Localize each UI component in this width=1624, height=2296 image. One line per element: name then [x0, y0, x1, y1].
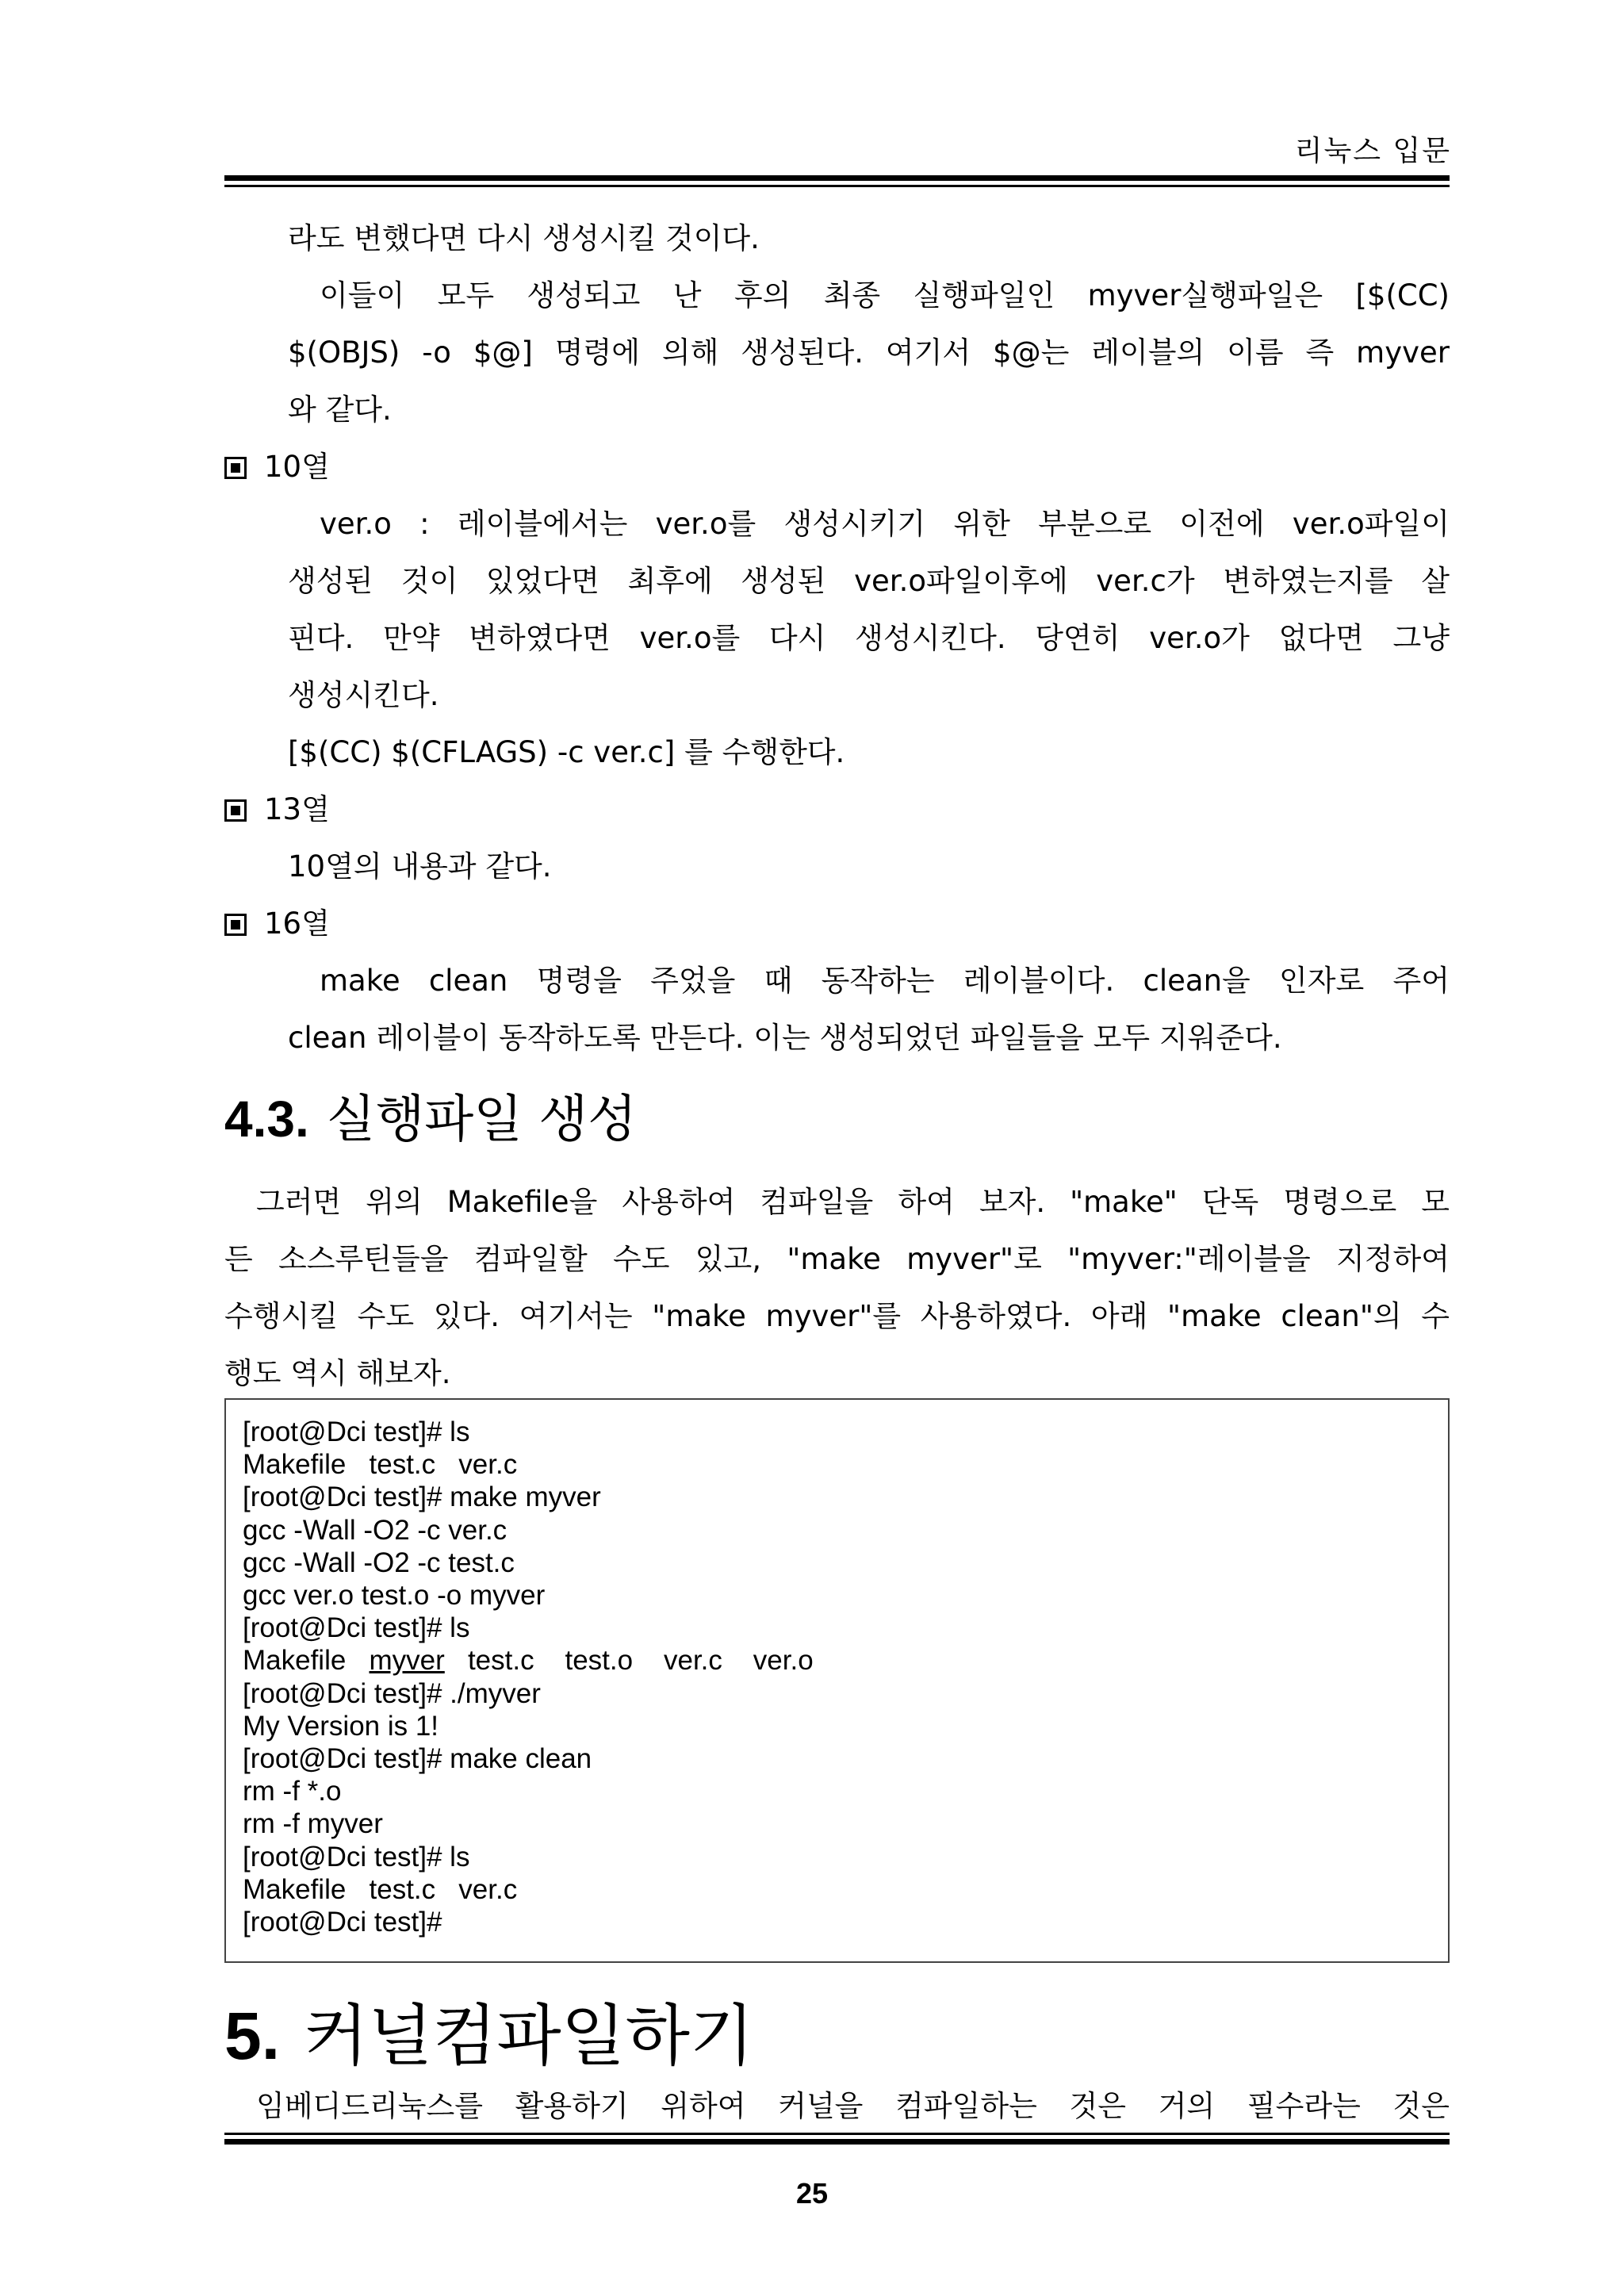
terminal-line: [root@Dci test]# ls	[243, 1416, 470, 1447]
paragraph-line: 생성시킨다.	[288, 678, 439, 712]
paragraph-line: 생성된 것이 있었다면 최후에 생성된 ver.o파일이후에 ver.c가 변하였는지를 살	[288, 564, 1450, 598]
paragraph-line: 든 소스루틴들을 컴파일할 수도 있고, "make myver"로 "myver:"레이블을 지정하여	[224, 1242, 1450, 1276]
paragraph-line: make clean 명령을 주었을 때 동작하는 레이블이다. clean을 인자로 주어	[320, 964, 1450, 998]
paragraph-line: clean 레이블이 동작하도록 만든다. 이는 생성되었던 파일들을 모두 지워준다.	[288, 1021, 1282, 1055]
terminal-line: [root@Dci test]# ./myver	[243, 1677, 541, 1709]
section-title: 실행파일 생성	[326, 1091, 638, 1149]
terminal-output-box	[224, 1398, 1450, 1963]
chapter-number: 5.	[224, 1999, 281, 2073]
header-rule-thick	[224, 175, 1450, 181]
chapter-5-heading	[224, 1983, 754, 2079]
terminal-line: gcc -Wall -O2 -c ver.c	[243, 1514, 508, 1546]
paragraph-line: 그러면 위의 Makefile을 사용하여 컴파일을 하여 보자. "make" 단독 명령으로 모	[256, 1185, 1450, 1219]
terminal-text: Makefile	[243, 1645, 370, 1677]
terminal-line: gcc -Wall -O2 -c test.c	[243, 1547, 515, 1578]
paragraph-line: 라도 변했다면 다시 생성시킬 것이다.	[288, 221, 760, 255]
terminal-text: test.c test.o ver.c ver.o	[444, 1645, 814, 1677]
paragraph-line: 임베디드리눅스를 활용하기 위하여 커널을 컴파일하는 것은 거의 필수라는 것은	[256, 2089, 1450, 2123]
terminal-line	[243, 1644, 1432, 1677]
footer-rule-thin	[224, 2133, 1450, 2135]
paragraph-line: 행도 역시 해보자.	[224, 1356, 451, 1390]
section-13-heading	[224, 785, 330, 828]
paragraph-line: 10열의 내용과 같다.	[288, 849, 552, 884]
section-number: 4.3.	[224, 1091, 309, 1148]
paragraph-line: 핀다. 만약 변하였다면 ver.o를 다시 생성시킨다. 당연히 ver.o가 없다면 그냥	[288, 621, 1450, 655]
terminal-line: [root@Dci test]# ls	[243, 1841, 470, 1872]
terminal-line: [root@Dci test]# make clean	[243, 1743, 592, 1775]
section-label: 16열	[264, 907, 330, 941]
paragraph-line: 이들이 모두 생성되고 난 후의 최종 실행파일인 myver실행파일은 [$(CC)	[320, 278, 1450, 312]
paragraph-line: ver.o : 레이블에서는 ver.o를 생성시키기 위한 부분으로 이전에 ver.o파일이	[320, 507, 1450, 541]
terminal-line: My Version is 1!	[243, 1710, 439, 1742]
paragraph-line: [$(CC) $(CFLAGS) -c ver.c] 를 수행한다.	[288, 735, 845, 769]
square-bullet-icon	[224, 914, 247, 936]
square-bullet-icon	[224, 799, 247, 822]
terminal-line: Makefile test.c ver.c	[243, 1449, 518, 1481]
terminal-executable: myver	[369, 1645, 445, 1677]
terminal-line: [root@Dci test]#	[243, 1907, 442, 1938]
terminal-line: [root@Dci test]# make myver	[243, 1481, 601, 1513]
terminal-line: [root@Dci test]# ls	[243, 1612, 470, 1644]
paragraph-line: $(OBJS) -o $@] 명령에 의해 생성된다. 여기서 $@는 레이블의 이름 즉 myver	[288, 335, 1450, 370]
section-label: 13열	[264, 792, 330, 826]
terminal-line: rm -f *.o	[243, 1776, 342, 1807]
paragraph-line: 와 같다.	[288, 393, 392, 427]
page-number: 25	[795, 2177, 829, 2210]
header-rule-thin	[224, 185, 1450, 187]
section-4-3-heading	[224, 1079, 637, 1152]
paragraph-line: 수행시킬 수도 있다. 여기서는 "make myver"를 사용하였다. 아래 "make clean"의 수	[224, 1299, 1450, 1333]
section-16-heading	[224, 899, 330, 942]
terminal-line: Makefile test.c ver.c	[243, 1873, 518, 1905]
footer-rule-thick	[224, 2139, 1450, 2145]
chapter-title: 커널컴파일하기	[304, 1997, 755, 2075]
header-title: 리눅스 입문	[1294, 135, 1451, 167]
section-label: 10열	[264, 450, 330, 484]
terminal-line: rm -f myver	[243, 1808, 383, 1840]
terminal-line: gcc ver.o test.o -o myver	[243, 1580, 546, 1612]
square-bullet-icon	[224, 457, 247, 479]
section-10-heading	[224, 443, 330, 485]
